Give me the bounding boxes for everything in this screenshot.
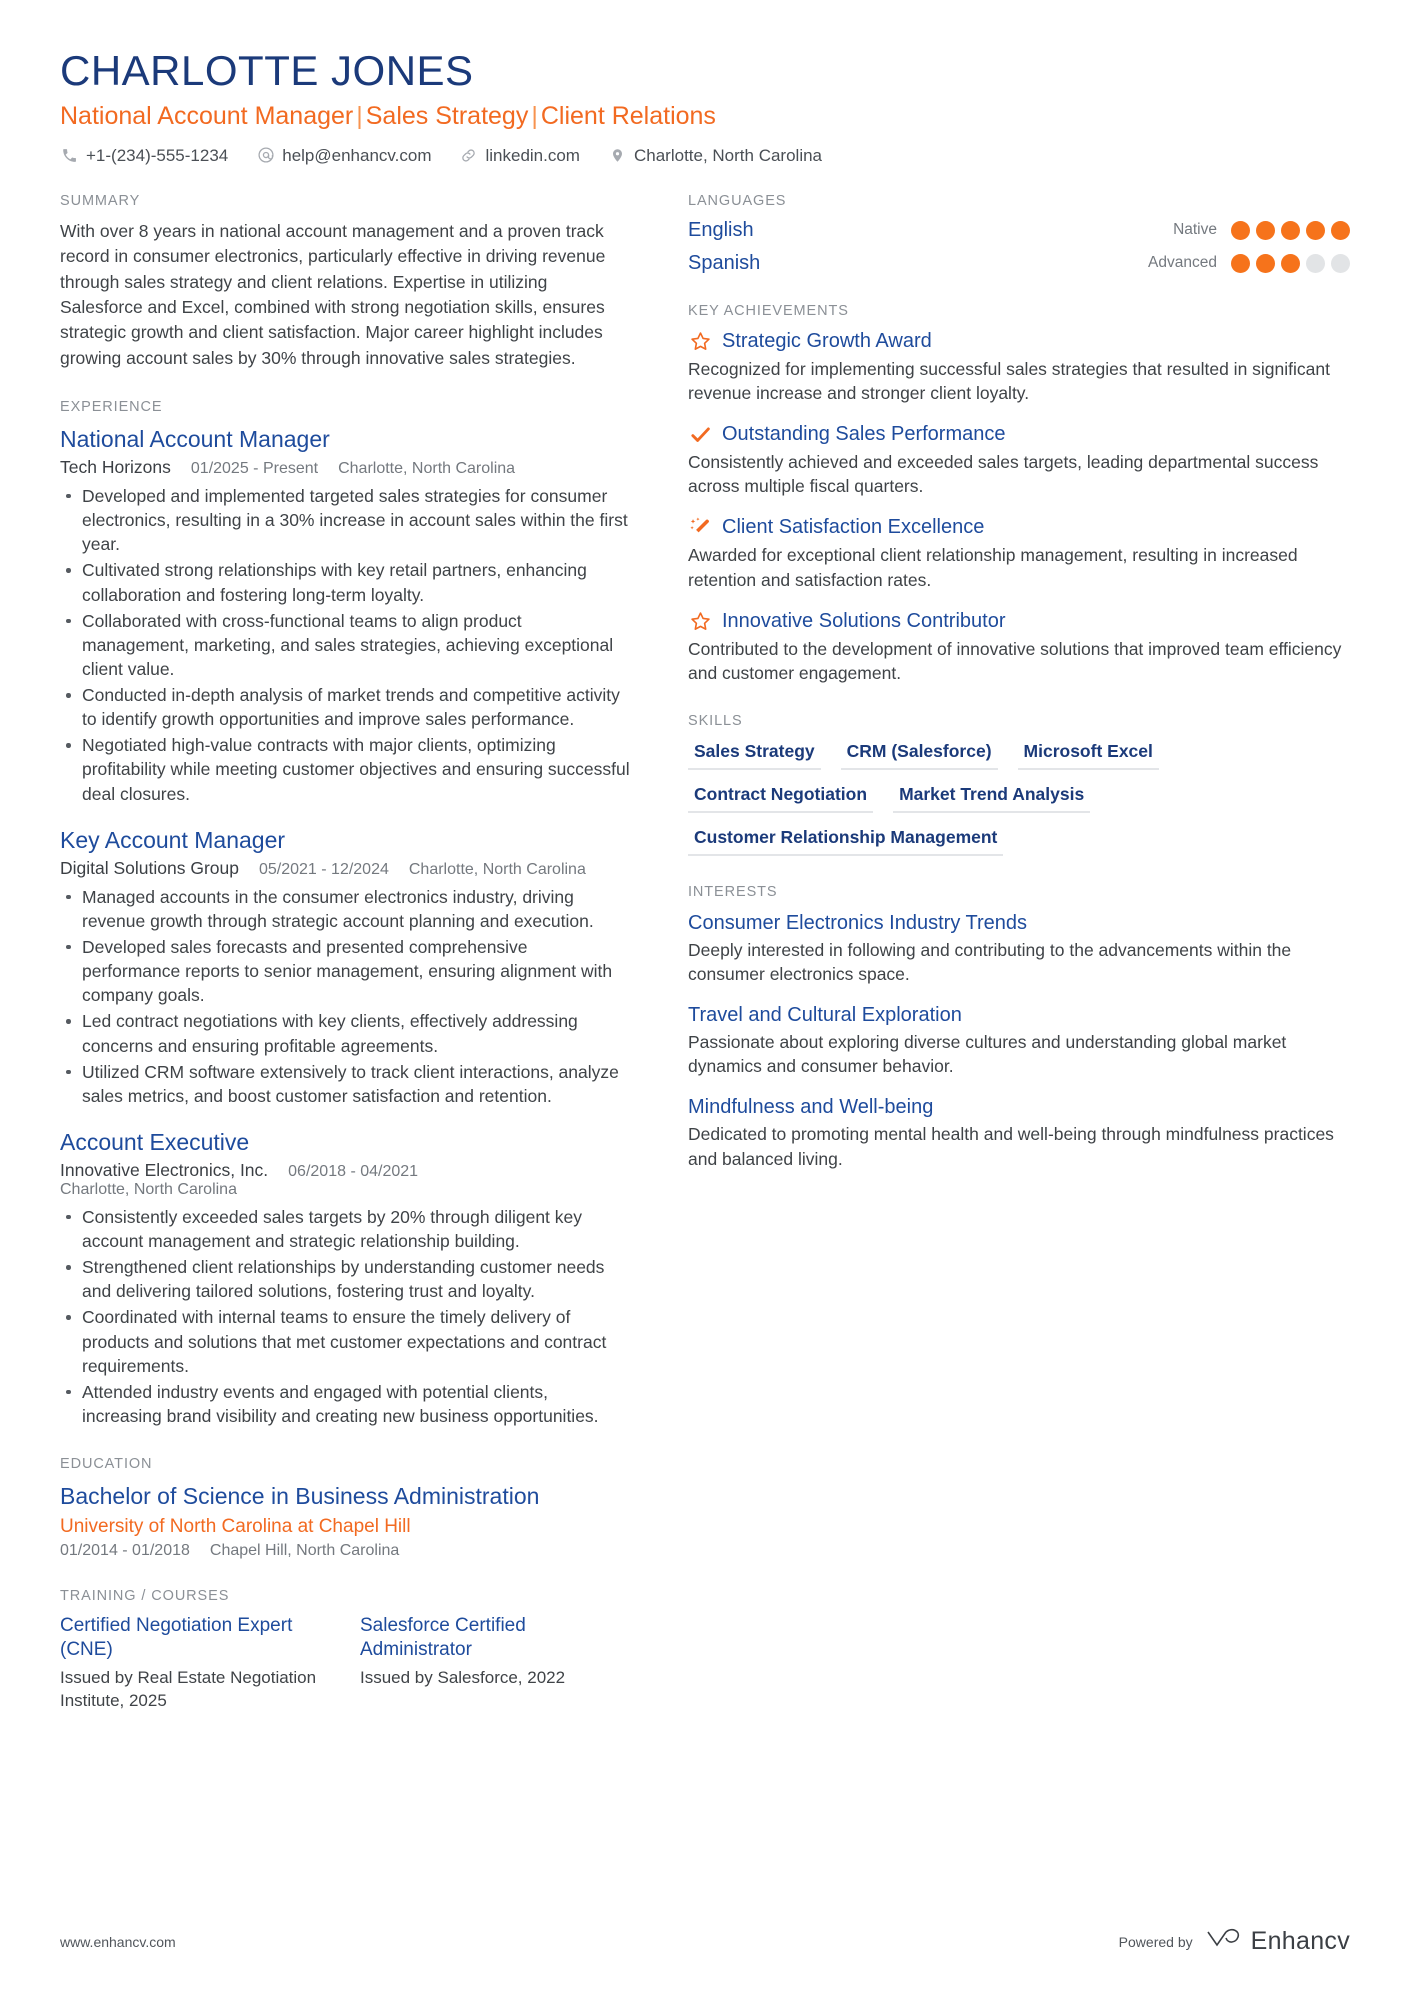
job-company: Digital Solutions Group — [60, 857, 239, 878]
skill-tag: CRM (Salesforce) — [841, 739, 998, 770]
experience-list — [60, 425, 630, 1428]
interest-title: Mindfulness and Well-being — [688, 1096, 934, 1119]
interest-description: Deeply interested in following and contributing to the advancements within the consumer electronics space. — [688, 939, 1292, 985]
achievement-title: Outstanding Sales Performance — [722, 423, 1006, 446]
education-degree: Bachelor of Science in Business Administration — [60, 1483, 540, 1510]
language-row — [688, 252, 1350, 275]
summary-section-label: SUMMARY — [60, 192, 141, 209]
proficiency-dot — [1231, 221, 1250, 240]
headline-separator: | — [356, 101, 363, 130]
headline-part: Sales Strategy — [365, 101, 529, 130]
job-title: National Account Manager — [60, 426, 330, 453]
resume-header — [60, 46, 1350, 165]
job-title: Key Account Manager — [60, 826, 286, 853]
achievement-description: Contributed to the development of innovative solutions that improved team efficiency and customer engagement. — [688, 638, 1342, 683]
check-icon — [688, 423, 712, 447]
achievement-description: Consistently achieved and exceeded sales targets, leading departmental success across multiple fiscal quarters. — [688, 452, 1319, 497]
job-bullet: Negotiated high-value contracts with major clients, optimizing profitability while meeting customer objectives and ensuring successful deal closures. — [60, 733, 630, 805]
job-bullet: Developed sales forecasts and presented comprehensive performance reports to senior management, ensuring alignment with company goals. — [60, 935, 630, 1007]
training-issuer: Issued by Salesforce, 2022 — [360, 1667, 566, 1687]
enhancv-mark-icon — [1205, 1926, 1243, 1957]
star-icon — [688, 329, 712, 353]
training-name: Certified Negotiation Expert (CNE) — [60, 1614, 293, 1661]
job-bullet: Utilized CRM software extensively to track client interactions, analyze sales metrics, and boost customer satisfaction and retention. — [60, 1060, 630, 1108]
job-dates: 05/2021 - 12/2024 — [258, 860, 389, 878]
headline-part: National Account Manager — [60, 101, 354, 130]
training-issuer: Issued by Real Estate Negotiation Institute, 2025 — [60, 1667, 317, 1710]
star-icon — [688, 609, 712, 633]
job-bullet-list — [60, 885, 630, 1108]
interest-entry — [688, 910, 1350, 986]
skills-section-label: SKILLS — [688, 712, 743, 729]
job-company: Tech Horizons — [60, 456, 171, 477]
job-location: Charlotte, North Carolina — [338, 459, 516, 477]
contact-text: Charlotte, North Carolina — [633, 145, 823, 165]
achievements-section — [688, 303, 1350, 685]
training-section — [60, 1588, 630, 1713]
experience-entry — [60, 425, 630, 806]
contact-email[interactable] — [256, 146, 431, 165]
job-bullet: Consistently exceeded sales targets by 20% through diligent key account management and strategic relationship building. — [60, 1205, 630, 1253]
interests-section-label: INTERESTS — [688, 883, 778, 900]
training-name: Salesforce Certified Administrator — [360, 1614, 526, 1661]
headline — [60, 101, 1350, 132]
experience-section-label: EXPERIENCE — [60, 399, 163, 416]
right-column — [684, 193, 1350, 1199]
education-entry — [60, 1482, 630, 1560]
job-meta — [60, 858, 630, 879]
interest-title: Travel and Cultural Exploration — [688, 1004, 962, 1027]
achievement-title: Client Satisfaction Excellence — [722, 516, 985, 539]
achievement-entry — [688, 609, 1350, 685]
job-bullet-list — [60, 484, 630, 806]
job-meta — [60, 457, 630, 478]
achievement-header — [688, 515, 1350, 540]
interest-entry — [688, 1094, 1350, 1170]
footer-url[interactable]: www.enhancv.com — [60, 1933, 176, 1950]
contact-location-pin[interactable] — [608, 146, 822, 165]
proficiency-dot — [1281, 254, 1300, 273]
language-name: Spanish — [688, 251, 761, 274]
interests-list — [688, 910, 1350, 1171]
training-section-label: TRAINING / COURSES — [60, 1587, 230, 1604]
proficiency-dot — [1256, 254, 1275, 273]
language-row — [688, 219, 1350, 242]
job-dates: 06/2018 - 04/2021 — [288, 1162, 419, 1180]
page-footer — [60, 1926, 1350, 1957]
contact-phone[interactable] — [60, 146, 228, 165]
proficiency-dot — [1306, 221, 1325, 240]
job-meta — [60, 1160, 630, 1199]
phone-icon — [60, 146, 79, 165]
skill-tag: Contract Negotiation — [688, 782, 873, 813]
language-proficiency-dots — [1231, 221, 1350, 240]
contact-text: linkedin.com — [485, 145, 580, 165]
location-pin-icon — [608, 146, 627, 165]
contact-row — [60, 146, 1350, 165]
education-section-label: EDUCATION — [60, 1456, 153, 1473]
skills-list — [688, 739, 1350, 856]
education-location: Chapel Hill, North Carolina — [209, 1541, 400, 1559]
job-dates: 01/2025 - Present — [190, 459, 319, 477]
resume-body — [60, 193, 1350, 1741]
skills-section — [688, 713, 1350, 856]
job-bullet-list — [60, 1205, 630, 1428]
job-bullet: Conducted in-depth analysis of market trends and competitive activity to identify growth opportunities and improve sales performance. — [60, 683, 630, 731]
footer-powered-by: Powered by — [1118, 1933, 1193, 1950]
page-title: CHARLOTTE JONES — [60, 47, 474, 94]
email-icon — [256, 146, 275, 165]
languages-list — [688, 219, 1350, 275]
skill-tag: Sales Strategy — [688, 739, 821, 770]
headline-separator: | — [531, 101, 538, 130]
left-column — [60, 193, 660, 1741]
job-bullet: Developed and implemented targeted sales strategies for consumer electronics, resulting in a 30% increase in account sales within the first year. — [60, 484, 630, 556]
training-list — [60, 1614, 630, 1713]
languages-section-label: LANGUAGES — [688, 192, 787, 209]
language-name: English — [688, 218, 754, 241]
languages-section — [688, 193, 1350, 275]
achievement-title: Strategic Growth Award — [722, 329, 932, 352]
job-bullet: Attended industry events and engaged with potential clients, increasing brand visibility and creating new business opportunities. — [60, 1380, 630, 1428]
experience-section — [60, 399, 630, 1428]
achievement-entry — [688, 329, 1350, 405]
interest-title: Consumer Electronics Industry Trends — [688, 911, 1028, 934]
education-meta — [60, 1542, 630, 1560]
job-bullet: Coordinated with internal teams to ensure the timely delivery of products and solutions that met customer expectations and contract requirements. — [60, 1305, 630, 1377]
achievement-header — [688, 609, 1350, 634]
interest-entry — [688, 1002, 1350, 1078]
job-title: Account Executive — [60, 1128, 250, 1155]
proficiency-dot — [1331, 254, 1350, 273]
language-proficiency-dots — [1231, 254, 1350, 273]
summary-section — [60, 193, 630, 371]
job-bullet: Collaborated with cross-functional teams to align product management, marketing, and sales strategies, achieving exceptional client value. — [60, 609, 630, 681]
training-entry — [360, 1614, 660, 1713]
achievement-entry — [688, 422, 1350, 498]
job-bullet: Managed accounts in the consumer electronics industry, driving revenue growth through strategic account planning and execution. — [60, 885, 630, 933]
interests-section — [688, 884, 1350, 1171]
education-section — [60, 1456, 630, 1560]
magic-wand-icon — [688, 516, 712, 540]
enhancv-logo — [1205, 1926, 1350, 1957]
language-level: Native — [1173, 221, 1217, 239]
experience-entry — [60, 1128, 630, 1428]
achievements-section-label: KEY ACHIEVEMENTS — [688, 302, 849, 319]
education-school: University of North Carolina at Chapel Hill — [60, 1515, 411, 1537]
education-dates: 01/2014 - 01/2018 — [60, 1541, 190, 1559]
skill-tag: Market Trend Analysis — [893, 782, 1090, 813]
job-location: Charlotte, North Carolina — [408, 860, 586, 878]
summary-text: With over 8 years in national account management and a proven track record in consumer electronics, particularly effective in driving revenue through sales strategy and client relations. Expertise in utilizing Salesforce and Excel, combined with strong negotiation skills, ensures strategic growth and client satisfaction. Major career highlight includes growing account sales by 30% through innovative sales strategies. — [60, 220, 606, 368]
achievements-list — [688, 329, 1350, 685]
link-icon — [459, 146, 478, 165]
proficiency-dot — [1256, 221, 1275, 240]
proficiency-dot — [1331, 221, 1350, 240]
footer-branding — [1119, 1926, 1350, 1957]
achievement-entry — [688, 515, 1350, 591]
achievement-header — [688, 422, 1350, 447]
experience-entry — [60, 826, 630, 1108]
interest-description: Passionate about exploring diverse cultures and understanding global market dynamics and consumer behavior. — [688, 1032, 1287, 1077]
proficiency-dot — [1306, 254, 1325, 273]
interest-description: Dedicated to promoting mental health and well-being through mindfulness practices and balanced living. — [688, 1124, 1334, 1169]
achievement-description: Recognized for implementing successful sales strategies that resulted in significant revenue increase and stronger client loyalty. — [688, 358, 1330, 403]
contact-text: +1-(234)-555-1234 — [86, 145, 229, 165]
skill-tag: Customer Relationship Management — [688, 825, 1003, 856]
education-list — [60, 1482, 630, 1560]
job-company: Innovative Electronics, Inc. — [60, 1159, 269, 1180]
skill-tag: Microsoft Excel — [1018, 739, 1159, 770]
training-entry — [60, 1614, 360, 1713]
contact-text: help@enhancv.com — [282, 145, 432, 165]
job-bullet: Cultivated strong relationships with key retail partners, enhancing collaboration and fostering long-term loyalty. — [60, 558, 630, 606]
headline-part: Client Relations — [540, 101, 716, 130]
achievement-description: Awarded for exceptional client relationship management, resulting in increased retention and satisfaction rates. — [688, 545, 1298, 590]
achievement-title: Innovative Solutions Contributor — [722, 609, 1006, 632]
job-location: Charlotte, North Carolina — [60, 1180, 237, 1198]
job-bullet: Led contract negotiations with key clients, effectively addressing concerns and ensuring profitable agreements. — [60, 1009, 630, 1057]
contact-link[interactable] — [459, 146, 580, 165]
enhancv-wordmark: Enhancv — [1250, 1927, 1350, 1955]
proficiency-dot — [1231, 254, 1250, 273]
job-bullet: Strengthened client relationships by understanding customer needs and delivering tailored solutions, fostering trust and loyalty. — [60, 1255, 630, 1303]
achievement-header — [688, 329, 1350, 354]
language-level: Advanced — [1148, 254, 1217, 272]
proficiency-dot — [1281, 221, 1300, 240]
